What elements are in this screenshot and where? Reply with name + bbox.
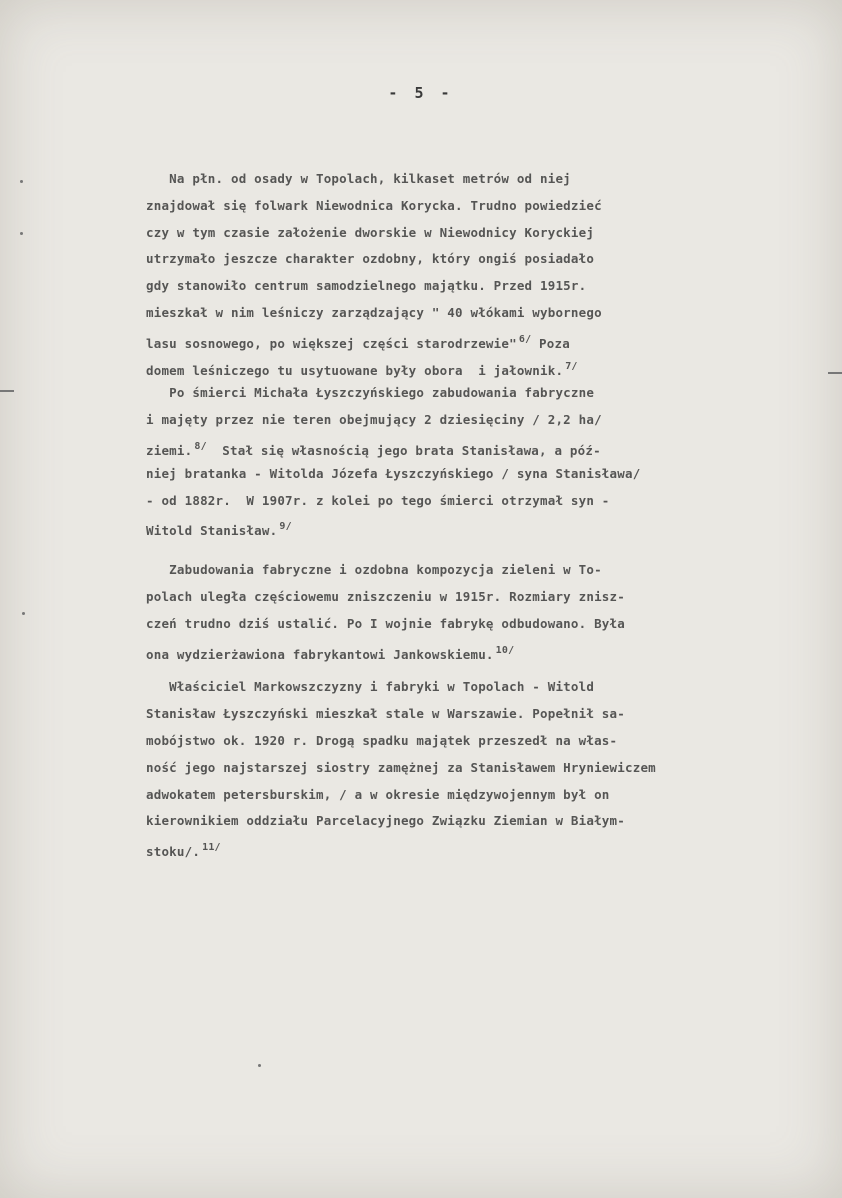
- margin-dot: [258, 1064, 261, 1067]
- text-line: czy w tym czasie założenie dworskie w Niewodnicy Koryckiej: [146, 224, 595, 240]
- text-line: Właściciel Markowszczyzny i fabryki w Topolach - Witold: [146, 679, 595, 695]
- text-line: gdy stanowiło centrum samodzielnego majątku. Przed 1915r.: [146, 278, 587, 294]
- margin-dot: [20, 180, 23, 183]
- margin-mark: [828, 372, 842, 374]
- text-line: adwokatem petersburskim, / a w okresie międzywojennym był on: [146, 786, 610, 802]
- text-line: polach uległa częściowemu zniszczeniu w 1915r. Rozmiary znisz-: [146, 588, 625, 604]
- text-line: i majęty przez nie teren obejmujący 2 dziesięciny / 2,2 ha/: [146, 412, 602, 428]
- footnote-ref: 10/: [495, 644, 515, 656]
- text-segment: stoku/.: [146, 844, 201, 860]
- text-line: Stanisław Łyszczyński mieszkał stale w Warszawie. Popełnił sa-: [146, 706, 625, 722]
- paragraph-3: [146, 557, 826, 664]
- paragraph-spacer: [146, 541, 826, 557]
- text-line: [146, 434, 826, 461]
- text-segment: domem leśniczego tu usytuowane były obora i jałownik.: [146, 362, 564, 378]
- text-line: czeń trudno dziś ustalić. Po I wojnie fabrykę odbudowano. Była: [146, 615, 625, 631]
- footnote-ref: 7/: [565, 360, 578, 372]
- text-line: mobójstwo ok. 1920 r. Drogą spadku majątek przeszedł na włas-: [146, 732, 618, 748]
- page-number: - 5 -: [388, 84, 454, 102]
- footnote-ref: 8/: [194, 440, 207, 452]
- text-line: Po śmierci Michała Łyszczyńskiego zabudowania fabryczne: [146, 385, 595, 401]
- text-line: [146, 354, 826, 381]
- text-segment: Witold Stanisław.: [146, 523, 278, 539]
- margin-dot: [20, 232, 23, 235]
- text-line: - od 1882r. W 1907r. z kolei po tego śmierci otrzymał syn -: [146, 492, 610, 508]
- margin-dot: [22, 612, 25, 615]
- text-segment: Stał się własnością jego brata Stanisława, a póź-: [222, 442, 601, 458]
- text-line: ność jego najstarszej siostry zamężnej za Stanisławem Hryniewiczem: [146, 759, 656, 775]
- paragraph-spacer: [146, 664, 826, 674]
- text-line: kierownikiem oddziału Parcelacyjnego Związku Ziemian w Białym-: [146, 813, 625, 829]
- margin-mark: [0, 390, 14, 392]
- text-segment: lasu sosnowego, po większej części starodrzewie": [146, 335, 517, 351]
- text-segment: ziemi.: [146, 442, 193, 458]
- footnote-ref: 9/: [279, 521, 292, 533]
- text-line: [146, 835, 826, 862]
- text-line: [146, 327, 826, 354]
- footnote-ref: 6/: [518, 333, 532, 345]
- text-segment: Poza: [539, 335, 570, 351]
- footnote-ref: 11/: [202, 842, 221, 854]
- text-line: znajdował się folwark Niewodnica Korycka. Trudno powiedzieć: [146, 197, 602, 213]
- text-line: Na płn. od osady w Topolach, kilkaset metrów od niej: [146, 171, 571, 186]
- text-line: Zabudowania fabryczne i ozdobna kompozycja zieleni w To-: [146, 562, 602, 578]
- text-line: mieszkał w nim leśniczy zarządzający " 40 włókami wybornego: [146, 304, 602, 320]
- text-line: [146, 514, 826, 541]
- paragraph-2: [146, 380, 826, 541]
- document-body: [146, 166, 826, 862]
- text-line: utrzymało jeszcze charakter ozdobny, który ongiś posiadało: [146, 251, 595, 267]
- paragraph-1: [146, 166, 826, 380]
- paragraph-4: [146, 674, 826, 862]
- text-line: [146, 638, 826, 665]
- text-line: niej bratanka - Witolda Józefa Łyszczyńskiego / syna Stanisława/: [146, 465, 641, 481]
- text-segment: ona wydzierżawiona fabrykantowi Jankowskiemu.: [146, 646, 494, 662]
